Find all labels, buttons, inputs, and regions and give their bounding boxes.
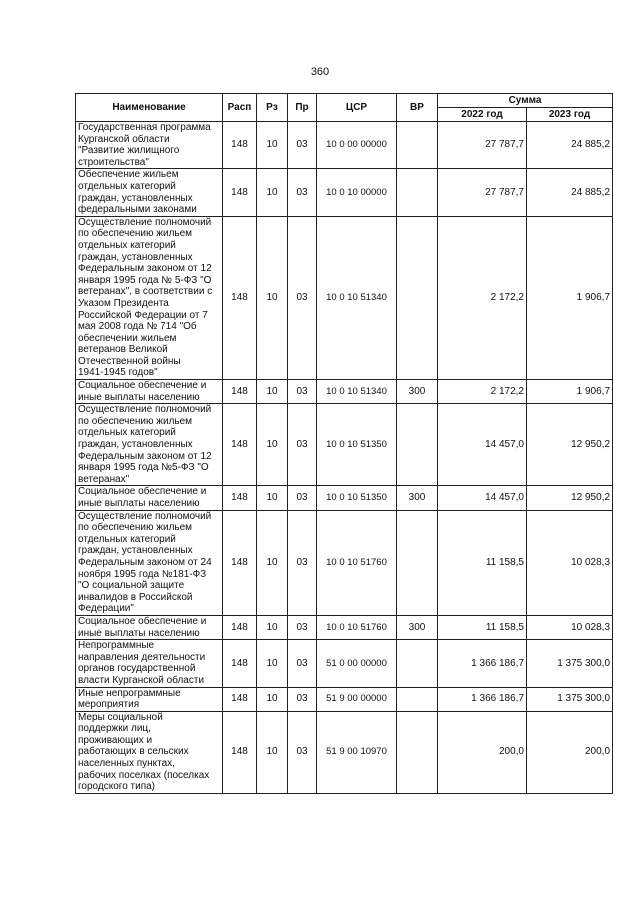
- row-name-line: федеральными законами: [78, 204, 197, 216]
- row-name-line: Социальное обеспечение и: [78, 380, 207, 392]
- row-name-line: работающих в сельских: [78, 746, 189, 758]
- row-name-line: Осуществление полномочий: [78, 404, 212, 416]
- row-name-line: Федерации": [78, 603, 134, 615]
- sum-2022-cell: 14 457,0: [438, 486, 527, 510]
- row-name-line: ветеранах", в соответствии с: [78, 286, 213, 298]
- row-name-line: граждан, установленных: [78, 439, 193, 451]
- pr-cell: 03: [288, 615, 317, 639]
- row-name-line: Федеральным законом от 12: [78, 263, 212, 275]
- row-name-line: органов государственной: [78, 663, 196, 675]
- row-name-line: ветеранов Великой: [78, 344, 168, 356]
- table-row: [76, 169, 613, 216]
- table-body: [76, 122, 613, 794]
- sum-2023-cell: 24 885,2: [527, 169, 613, 216]
- table-row: [76, 687, 613, 711]
- sum-2023-cell: 24 885,2: [527, 122, 613, 169]
- sum-2023-cell: 1 906,7: [527, 216, 613, 379]
- table-row: [76, 380, 613, 404]
- vr-cell: [397, 640, 438, 687]
- csr-cell: 10 0 10 51340: [317, 216, 397, 379]
- pr-cell: 03: [288, 640, 317, 687]
- sum-2023-cell: 10 028,3: [527, 615, 613, 639]
- row-name-line: января 1995 года № 5-ФЗ "О: [78, 274, 212, 286]
- row-name-line: Социальное обеспечение и: [78, 486, 207, 498]
- header-rz: Рз: [257, 94, 288, 122]
- rasp-cell: 148: [223, 615, 257, 639]
- row-name-line: отдельных категорий: [78, 427, 176, 439]
- row-name-line: городского типа): [78, 781, 156, 793]
- budget-table: [75, 93, 613, 794]
- sum-2022-cell: 27 787,7: [438, 122, 527, 169]
- row-name-line: поддержки лиц,: [78, 723, 151, 735]
- rasp-cell: 148: [223, 169, 257, 216]
- header-name: Наименование: [76, 94, 223, 122]
- row-name-cell: [76, 380, 223, 404]
- csr-cell: 10 0 10 51350: [317, 486, 397, 510]
- sum-2023-cell: 12 950,2: [527, 404, 613, 486]
- pr-cell: 03: [288, 510, 317, 615]
- rasp-cell: 148: [223, 486, 257, 510]
- row-name-line: мая 2008 года № 714 "Об: [78, 321, 197, 333]
- row-name-line: граждан, установленных: [78, 192, 193, 204]
- header-vr: ВР: [397, 94, 438, 122]
- row-name-line: по обеспечению жильем: [78, 522, 193, 534]
- sum-2023-cell: 1 375 300,0: [527, 687, 613, 711]
- pr-cell: 03: [288, 122, 317, 169]
- csr-cell: 51 9 00 10970: [317, 711, 397, 793]
- rasp-cell: 148: [223, 687, 257, 711]
- rz-cell: 10: [257, 169, 288, 216]
- row-name-cell: [76, 510, 223, 615]
- pr-cell: 03: [288, 380, 317, 404]
- header-2022: 2022 год: [438, 108, 527, 122]
- table-row: [76, 510, 613, 615]
- header-2023: 2023 год: [527, 108, 613, 122]
- row-name-cell: [76, 711, 223, 793]
- sum-2023-cell: 1 375 300,0: [527, 640, 613, 687]
- rasp-cell: 148: [223, 216, 257, 379]
- row-name-cell: [76, 687, 223, 711]
- page-number: 360: [310, 66, 330, 78]
- table-row: [76, 711, 613, 793]
- rasp-cell: 148: [223, 404, 257, 486]
- table-row: [76, 640, 613, 687]
- header-sum: Сумма: [438, 94, 613, 108]
- row-name-line: по обеспечению жильем: [78, 415, 193, 427]
- csr-cell: 51 0 00 00000: [317, 640, 397, 687]
- rz-cell: 10: [257, 216, 288, 379]
- row-name-line: Меры социальной: [78, 711, 163, 723]
- pr-cell: 03: [288, 169, 317, 216]
- pr-cell: 03: [288, 404, 317, 486]
- row-name-line: Курганской области: [78, 133, 170, 145]
- row-name-line: иные выплаты населению: [78, 627, 200, 639]
- row-name-line: иные выплаты населению: [78, 498, 200, 509]
- table-row: [76, 216, 613, 379]
- sum-2022-cell: 1 366 186,7: [438, 687, 527, 711]
- row-name-line: Иные непрограммные: [78, 687, 181, 699]
- row-name-cell: [76, 486, 223, 510]
- row-name-line: января 1995 года №5-ФЗ "О: [78, 462, 209, 474]
- row-name-line: отдельных категорий: [78, 239, 176, 251]
- row-name-line: Осуществление полномочий: [78, 216, 212, 228]
- table-row: [76, 486, 613, 510]
- rasp-cell: 148: [223, 711, 257, 793]
- sum-2023-cell: 10 028,3: [527, 510, 613, 615]
- sum-2022-cell: 2 172,2: [438, 216, 527, 379]
- sum-2023-cell: 1 906,7: [527, 380, 613, 404]
- row-name-line: граждан, установленных: [78, 545, 193, 557]
- rz-cell: 10: [257, 711, 288, 793]
- vr-cell: [397, 122, 438, 169]
- row-name-line: Государственная программа: [78, 122, 211, 133]
- vr-cell: [397, 711, 438, 793]
- row-name-line: рабочих поселках (поселках: [78, 769, 210, 781]
- row-name-line: обеспечении жильем: [78, 332, 177, 344]
- rz-cell: 10: [257, 615, 288, 639]
- vr-cell: [397, 169, 438, 216]
- vr-cell: 300: [397, 486, 438, 510]
- rz-cell: 10: [257, 404, 288, 486]
- row-name-line: населенных пунктах,: [78, 758, 175, 770]
- row-name-line: "О социальной защите: [78, 580, 185, 592]
- vr-cell: 300: [397, 380, 438, 404]
- row-name-line: направления деятельности: [78, 651, 206, 663]
- csr-cell: 10 0 00 00000: [317, 122, 397, 169]
- row-name-line: инвалидов в Российской: [78, 591, 193, 603]
- row-name-cell: [76, 615, 223, 639]
- sum-2022-cell: 1 366 186,7: [438, 640, 527, 687]
- header-pr: Пр: [288, 94, 317, 122]
- row-name-line: Федеральным законом от 24: [78, 556, 212, 568]
- pr-cell: 03: [288, 687, 317, 711]
- rz-cell: 10: [257, 122, 288, 169]
- row-name-cell: [76, 216, 223, 379]
- table-row: [76, 404, 613, 486]
- rasp-cell: 148: [223, 122, 257, 169]
- rz-cell: 10: [257, 380, 288, 404]
- row-name-line: Федеральным законом от 12: [78, 450, 212, 462]
- pr-cell: 03: [288, 486, 317, 510]
- row-name-line: власти Курганской области: [78, 674, 205, 686]
- rz-cell: 10: [257, 687, 288, 711]
- rz-cell: 10: [257, 510, 288, 615]
- sum-2022-cell: 14 457,0: [438, 404, 527, 486]
- row-name-line: Указом Президента: [78, 297, 169, 309]
- vr-cell: [397, 404, 438, 486]
- row-name-line: Отечественной войны: [78, 355, 181, 367]
- vr-cell: [397, 687, 438, 711]
- row-name-line: отдельных категорий: [78, 533, 176, 545]
- rasp-cell: 148: [223, 380, 257, 404]
- csr-cell: 10 0 10 00000: [317, 169, 397, 216]
- vr-cell: [397, 216, 438, 379]
- row-name-line: Непрограммные: [78, 640, 155, 652]
- rz-cell: 10: [257, 640, 288, 687]
- row-name-line: строительства": [78, 156, 149, 168]
- table-row: [76, 122, 613, 169]
- row-name-line: Обеспечение жильем: [78, 169, 179, 181]
- row-name-line: граждан, установленных: [78, 251, 193, 263]
- row-name-line: по обеспечению жильем: [78, 228, 193, 240]
- row-name-cell: [76, 122, 223, 169]
- row-name-line: 1941-1945 годов": [78, 367, 158, 379]
- sum-2023-cell: 200,0: [527, 711, 613, 793]
- row-name-line: ноября 1995 года №181-ФЗ: [78, 568, 207, 580]
- row-name-line: проживающих и: [78, 734, 153, 746]
- csr-cell: 10 0 10 51350: [317, 404, 397, 486]
- row-name-line: Социальное обеспечение и: [78, 615, 207, 627]
- vr-cell: 300: [397, 615, 438, 639]
- rasp-cell: 148: [223, 640, 257, 687]
- table-row: [76, 615, 613, 639]
- row-name-line: отдельных категорий: [78, 180, 176, 192]
- rasp-cell: 148: [223, 510, 257, 615]
- sum-2022-cell: 11 158,5: [438, 615, 527, 639]
- row-name-line: мероприятия: [78, 699, 140, 711]
- row-name-line: "Развитие жилищного: [78, 145, 180, 157]
- csr-cell: 10 0 10 51340: [317, 380, 397, 404]
- row-name-line: ветеранах": [78, 473, 130, 485]
- csr-cell: 10 0 10 51760: [317, 615, 397, 639]
- row-name-line: иные выплаты населению: [78, 391, 200, 403]
- header-rasp: Расп: [223, 94, 257, 122]
- row-name-cell: [76, 169, 223, 216]
- sum-2023-cell: 12 950,2: [527, 486, 613, 510]
- row-name-line: Осуществление полномочий: [78, 510, 212, 522]
- pr-cell: 03: [288, 216, 317, 379]
- csr-cell: 51 9 00 00000: [317, 687, 397, 711]
- row-name-cell: [76, 404, 223, 486]
- row-name-line: Российской Федерации от 7: [78, 309, 208, 321]
- sum-2022-cell: 11 158,5: [438, 510, 527, 615]
- sum-2022-cell: 2 172,2: [438, 380, 527, 404]
- header-csr: ЦСР: [317, 94, 397, 122]
- row-name-cell: [76, 640, 223, 687]
- pr-cell: 03: [288, 711, 317, 793]
- csr-cell: 10 0 10 51760: [317, 510, 397, 615]
- vr-cell: [397, 510, 438, 615]
- sum-2022-cell: 200,0: [438, 711, 527, 793]
- sum-2022-cell: 27 787,7: [438, 169, 527, 216]
- rz-cell: 10: [257, 486, 288, 510]
